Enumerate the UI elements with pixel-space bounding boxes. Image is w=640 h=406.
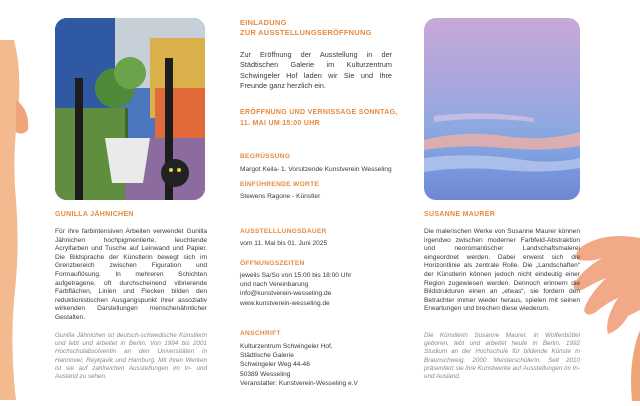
hours-heading: ÖFFNUNGSZEITEN	[240, 260, 305, 267]
susanne-description: Die malerischen Werke von Susanne Maurer können irgendwo zwischen moderner Farbfeld-Abstraktion und neoromantischer Landschaftsmalerei eingeordnet werden. Dabei erweist sich die Horizontlinie als zentrale Rolle. Die „Landschaften“ der Künstlerin können jedoch nicht eindeutig einer Region zugewiesen werden. Dennoch erinnern die Bildstrukturen einen an „etwas“, sie fordern den Betrachter immer wieder heraus, spielen mit seinen Erwartungen und brechen diese wiederum.	[424, 228, 580, 313]
artist-name-susanne: SUSANNE MAURER	[424, 211, 496, 218]
greeting-heading: BEGRÜSSUNG	[240, 153, 291, 160]
intro-heading: EINFÜHRENDE WORTE	[240, 181, 320, 188]
painting-gunilla	[55, 18, 205, 200]
hours-block	[240, 271, 351, 308]
address-line: 50389 Wesseling	[240, 370, 291, 378]
duration-text: vom 11. Mai bis 01. Juni 2025	[240, 240, 328, 247]
email-link[interactable]: info@kunstverein-wesseling.de	[240, 290, 332, 298]
intro-text: Stewens Ragone - Künstler	[240, 193, 321, 200]
invite-text: Zur Eröffnung der Ausstellung in der Städtischen Galerie im Kulturzentrum Schwingeler Hof laden wir Sie und Ihre Freunde ganz herzlich ein.	[240, 50, 392, 90]
organizer-line: Veranstalter: Kunstverein-Wesseling e.V	[240, 379, 358, 387]
address-line: Schwingeler Weg 44-46	[240, 361, 310, 369]
opening-line-1: ERÖFFNUNG UND VERNISSAGE SONNTAG,	[240, 109, 398, 116]
address-heading: ANSCHRIFT	[240, 330, 281, 337]
gunilla-bio: Gunilla Jähnichen ist deutsch-schwedische Künstlerin und lebt und arbeitet in Berlin. Von 1994 bis 2001 Hochschulabsolventin an den Universitäten in Hannover, Reykjavik und Hamburg. Mit ihren Werken ist sie auf zahlreichen Ausstellungen im In- und Ausland zu sehen.	[55, 332, 207, 381]
hand-left-decoration	[0, 40, 40, 400]
duration-heading: AUSSTELLLUNGSDAUER	[240, 228, 327, 235]
invite-heading-line-2: ZUR AUSSTELLUNGSERÖFFNUNG	[240, 28, 372, 37]
artist-name-gunilla: GUNILLA JÄHNICHEN	[55, 211, 134, 218]
hours-line: jeweils Sa/So von 15:00 bis 18:00 Uhr	[240, 272, 352, 279]
susanne-bio: Die Künstlerin Susanne Maurer, in Wolfenbüttel geboren, lebt und arbeitet heute in Berlin. 1992 Studium an der Hochschule für bildende Künste in Braunschweig. 2000 Meisterschülerin. Seit 2010 präsentiert sie ihre Kunstwerke auf Ausstellungen im In- und Ausland.	[424, 332, 580, 381]
greeting-text: Margot Keila- 1. Vorsitzende Kunstverein Wesseling	[240, 166, 392, 173]
address-line: Städtische Galerie	[240, 352, 294, 360]
invite-heading	[240, 18, 372, 38]
address-line: Kulturzentrum Schwingeler Hof,	[240, 343, 333, 350]
painting-susanne	[424, 18, 580, 200]
opening-info	[240, 108, 398, 129]
opening-line-2: 11. MAI UM 15:00 UHR	[240, 119, 320, 127]
website-link[interactable]: www.kunstverein-wesseling.de	[240, 299, 330, 307]
invite-heading-line-1: EINLADUNG	[240, 18, 287, 27]
address-block	[240, 342, 358, 388]
hours-line: und nach Vereinbarung	[240, 281, 309, 289]
gunilla-description: Für ihre farbintensiven Arbeiten verwendet Gunilla Jähnichen hochpigmentierte, leuchtende Acrylfarben und Tusche auf Leinwand und Papier. Die Bildsprache der Künstlerin bewegt sich im Grenzbereich zwischen Figuration und Formauflösung. In mehreren Schichten aufgetragene, oft durchscheinend vibrierende Farbflächen, Linien und Flecken bilden den reduktionistischen Ausgangspunkt ihrer assoziativ wirkenden Darstellungen menschenähnlicher Gestalten.	[55, 228, 207, 321]
